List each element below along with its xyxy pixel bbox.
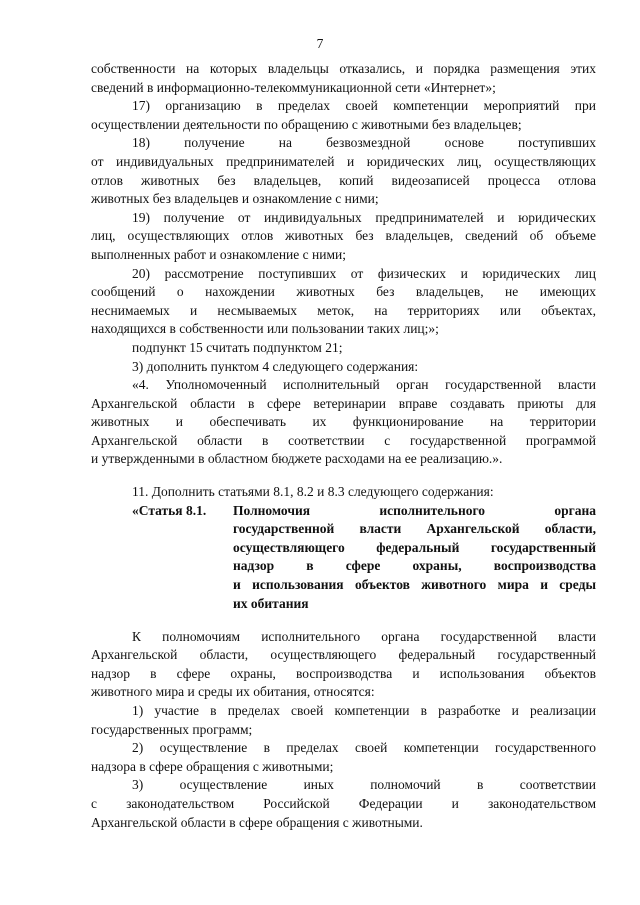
text-line: выполненных работ и ознакомление с ними; <box>91 246 346 262</box>
text-line: надзор в сфере охраны, воспроизводства и использования объектов <box>91 665 596 681</box>
text-line: Архангельской области в сфере ветеринарии вправе создавать приюты для <box>91 395 596 411</box>
article-title-line: их обитания <box>233 595 309 611</box>
section-11-heading: 11. Дополнить статьями 8.1, 8.2 и 8.3 следующего содержания: <box>132 484 494 500</box>
paragraph-gap <box>91 469 596 483</box>
amendment-text-block <box>91 60 596 469</box>
text-line: находящихся в собственности или пользовании таких лиц;»; <box>91 321 439 337</box>
text-line: Архангельской области в сфере обращения с животными. <box>91 814 423 830</box>
text-line: осуществлении деятельности по обращению с животными без владельцев; <box>91 116 522 132</box>
text-line: Архангельской области, осуществляющего федеральный государственный <box>91 647 596 663</box>
text-line: надзора в сфере обращения с животными; <box>91 758 334 774</box>
text-line: 19) получение от индивидуальных предпринимателей и юридических <box>132 209 596 225</box>
text-line: лиц, осуществляющих отлов животных без владельцев, сведений об объеме <box>91 228 596 244</box>
text-line: с законодательством Российской Федерации и законодательством <box>91 796 596 811</box>
text-line: К полномочиям исполнительного органа государственной власти <box>132 628 596 644</box>
document-body <box>91 60 596 832</box>
text-line: животного мира и среды их обитания, относятся: <box>91 684 375 700</box>
text-line: 17) организацию в пределах своей компетенции мероприятий при <box>132 98 596 114</box>
text-line: 18) получение на безвозмездной основе поступивших <box>132 135 596 151</box>
article-8-1-heading <box>91 502 596 614</box>
text-line: отлов животных без владельцев, копий видеозаписей процесса отлова <box>91 172 596 188</box>
article-title-line: Полномочия исполнительного органа <box>233 502 596 518</box>
article-title-line: надзор в сфере охраны, воспроизводства <box>233 558 596 574</box>
text-line: животных без владельцев и ознакомление с ними; <box>91 191 379 207</box>
article-8-1-body <box>91 628 596 833</box>
text-line: 2) осуществление в пределах своей компетенции государственного <box>132 740 596 756</box>
article-label: «Статья 8.1. <box>132 502 207 518</box>
text-line: сведений в информационно-телекоммуникационной сети «Интернет»; <box>91 79 496 95</box>
text-line: от индивидуальных предпринимателей и юридических лиц, осуществляющих <box>91 153 596 169</box>
text-line: сообщений о нахождении животных без владельцев, не имеющих <box>91 284 596 300</box>
text-line: «4. Уполномоченный исполнительный орган государственной власти <box>132 377 596 393</box>
text-line: 1) участие в пределах своей компетенции в разработке и реализации <box>132 703 596 719</box>
text-line: 3) осуществление иных полномочий в соответствии <box>132 777 596 793</box>
text-line: Архангельской области в соответствии с государственной программой <box>91 432 596 448</box>
text-line: животных и обеспечивать их функционирование на территории <box>91 414 596 430</box>
article-title-line: осуществляющего федеральный государственный <box>233 539 596 555</box>
page-number: 7 <box>316 36 324 51</box>
article-title <box>233 502 596 614</box>
text-line: 3) дополнить пунктом 4 следующего содержания: <box>132 358 419 374</box>
text-line: подпункт 15 считать подпунктом 21; <box>132 339 343 355</box>
text-line: государственных программ; <box>91 721 253 737</box>
text-line: неснимаемых и несмываемых меток, на территориях или объектах, <box>91 302 596 318</box>
text-line: собственности на которых владельцы отказались, и порядка размещения этих <box>91 61 596 76</box>
article-title-line: и использования объектов животного мира и среды <box>233 577 596 593</box>
text-line: и утвержденными в областном бюджете расходами на ее реализацию.». <box>91 451 503 467</box>
article-title-line: государственной власти Архангельской области, <box>233 521 596 537</box>
paragraph-gap <box>91 614 596 628</box>
text-line: 20) рассмотрение поступивших от физических и юридических лиц <box>132 265 596 281</box>
